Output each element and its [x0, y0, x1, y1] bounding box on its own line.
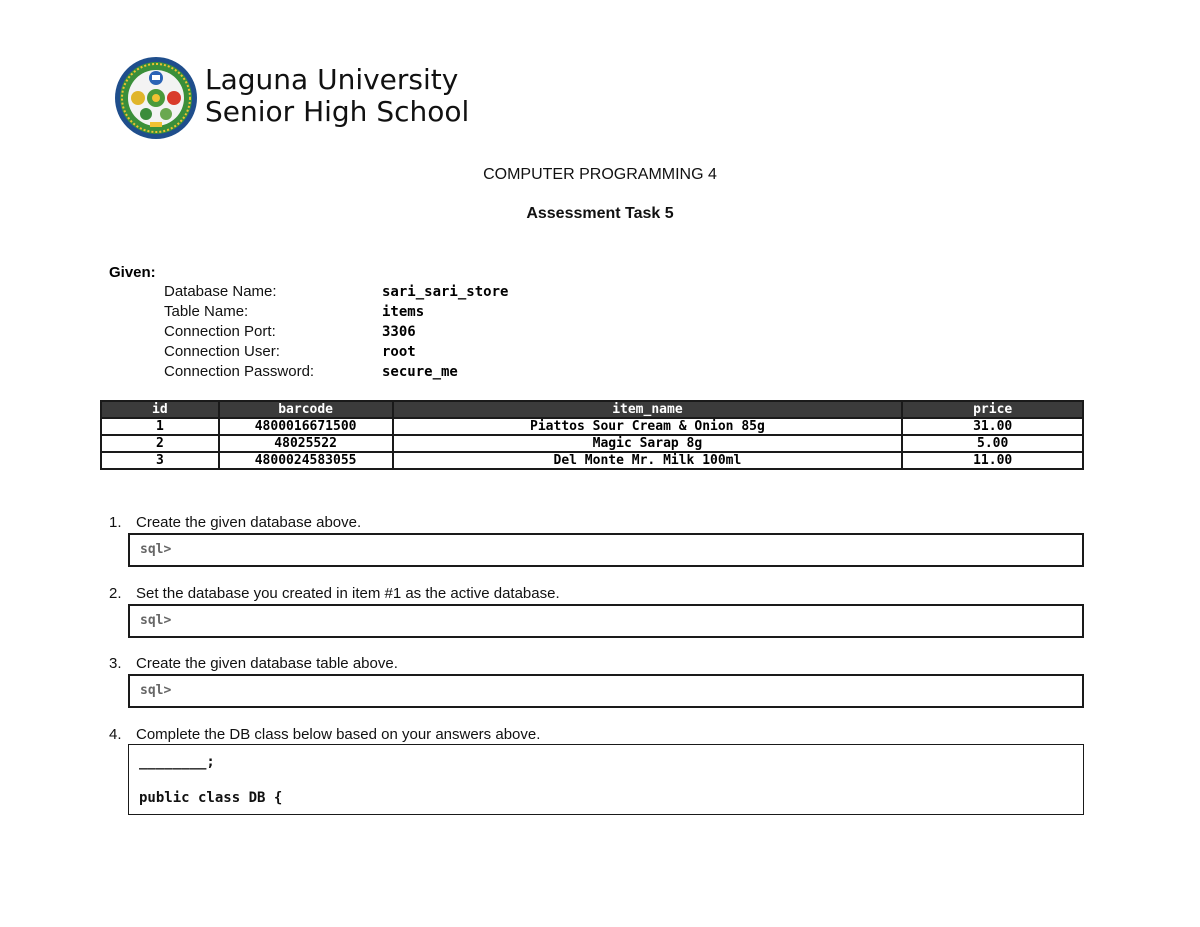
question-number: 3.	[109, 655, 122, 672]
cell-barcode: 4800016671500	[219, 418, 393, 435]
cell-barcode: 4800024583055	[219, 452, 393, 469]
cell-price: 5.00	[902, 435, 1083, 452]
sql-prompt: sql>	[140, 683, 172, 698]
column-header-barcode: barcode	[219, 401, 393, 418]
table-row	[101, 435, 1083, 452]
table-row	[101, 452, 1083, 469]
answer-box-3[interactable]	[128, 674, 1084, 708]
school-name-line2: Senior High School	[205, 95, 470, 128]
course-title: COMPUTER PROGRAMMING 4	[483, 166, 717, 183]
given-value: secure_me	[382, 364, 458, 380]
column-header-price: price	[902, 401, 1083, 418]
question-text: Create the given database above.	[136, 514, 362, 531]
cell-id: 1	[101, 418, 219, 435]
cell-item-name: Magic Sarap 8g	[393, 435, 903, 452]
given-row-database	[164, 282, 508, 302]
sql-prompt: sql>	[140, 613, 172, 628]
question-number: 4.	[109, 726, 122, 743]
table-row	[101, 418, 1083, 435]
given-row-user	[164, 342, 416, 362]
given-value: 3306	[382, 324, 416, 340]
cell-id: 3	[101, 452, 219, 469]
given-key: Connection User:	[164, 343, 280, 360]
question-text: Create the given database table above.	[136, 655, 398, 672]
given-key: Table Name:	[164, 303, 249, 320]
given-row-table	[164, 302, 424, 322]
task-title: Assessment Task 5	[526, 205, 674, 222]
sql-prompt: sql>	[140, 542, 172, 557]
answer-box-1[interactable]	[128, 533, 1084, 567]
given-row-password	[164, 362, 458, 382]
question-number: 1.	[109, 514, 122, 531]
cell-item-name: Del Monte Mr. Milk 100ml	[393, 452, 903, 469]
given-row-port	[164, 322, 416, 342]
cell-barcode: 48025522	[219, 435, 393, 452]
question-4	[109, 726, 540, 743]
code-answer-box[interactable]	[128, 744, 1084, 815]
cell-id: 2	[101, 435, 219, 452]
school-name	[205, 64, 469, 128]
cell-price: 31.00	[902, 418, 1083, 435]
question-3	[109, 655, 398, 672]
question-number: 2.	[109, 585, 122, 602]
given-label: Given:	[109, 264, 156, 281]
question-1	[109, 514, 361, 531]
given-key: Connection Password:	[164, 363, 315, 380]
given-key: Connection Port:	[164, 323, 276, 340]
given-value: items	[382, 304, 425, 320]
cell-price: 11.00	[902, 452, 1083, 469]
school-seal-logo	[114, 56, 198, 140]
code-blank-line: ________;	[139, 754, 215, 770]
code-class-declaration: public class DB {	[139, 790, 283, 806]
answer-box-2[interactable]	[128, 604, 1084, 638]
column-header-id: id	[101, 401, 219, 418]
column-header-item-name: item_name	[393, 401, 903, 418]
table-header-row	[101, 401, 1083, 418]
question-text: Set the database you created in item #1 as the active database.	[136, 585, 560, 602]
given-key: Database Name:	[164, 283, 277, 300]
school-name-line1: Laguna University	[205, 63, 459, 96]
question-text: Complete the DB class below based on your answers above.	[136, 726, 541, 743]
question-2	[109, 585, 560, 602]
cell-item-name: Piattos Sour Cream & Onion 85g	[393, 418, 903, 435]
given-value: root	[382, 344, 416, 360]
given-value: sari_sari_store	[382, 284, 509, 300]
items-table	[100, 400, 1084, 470]
